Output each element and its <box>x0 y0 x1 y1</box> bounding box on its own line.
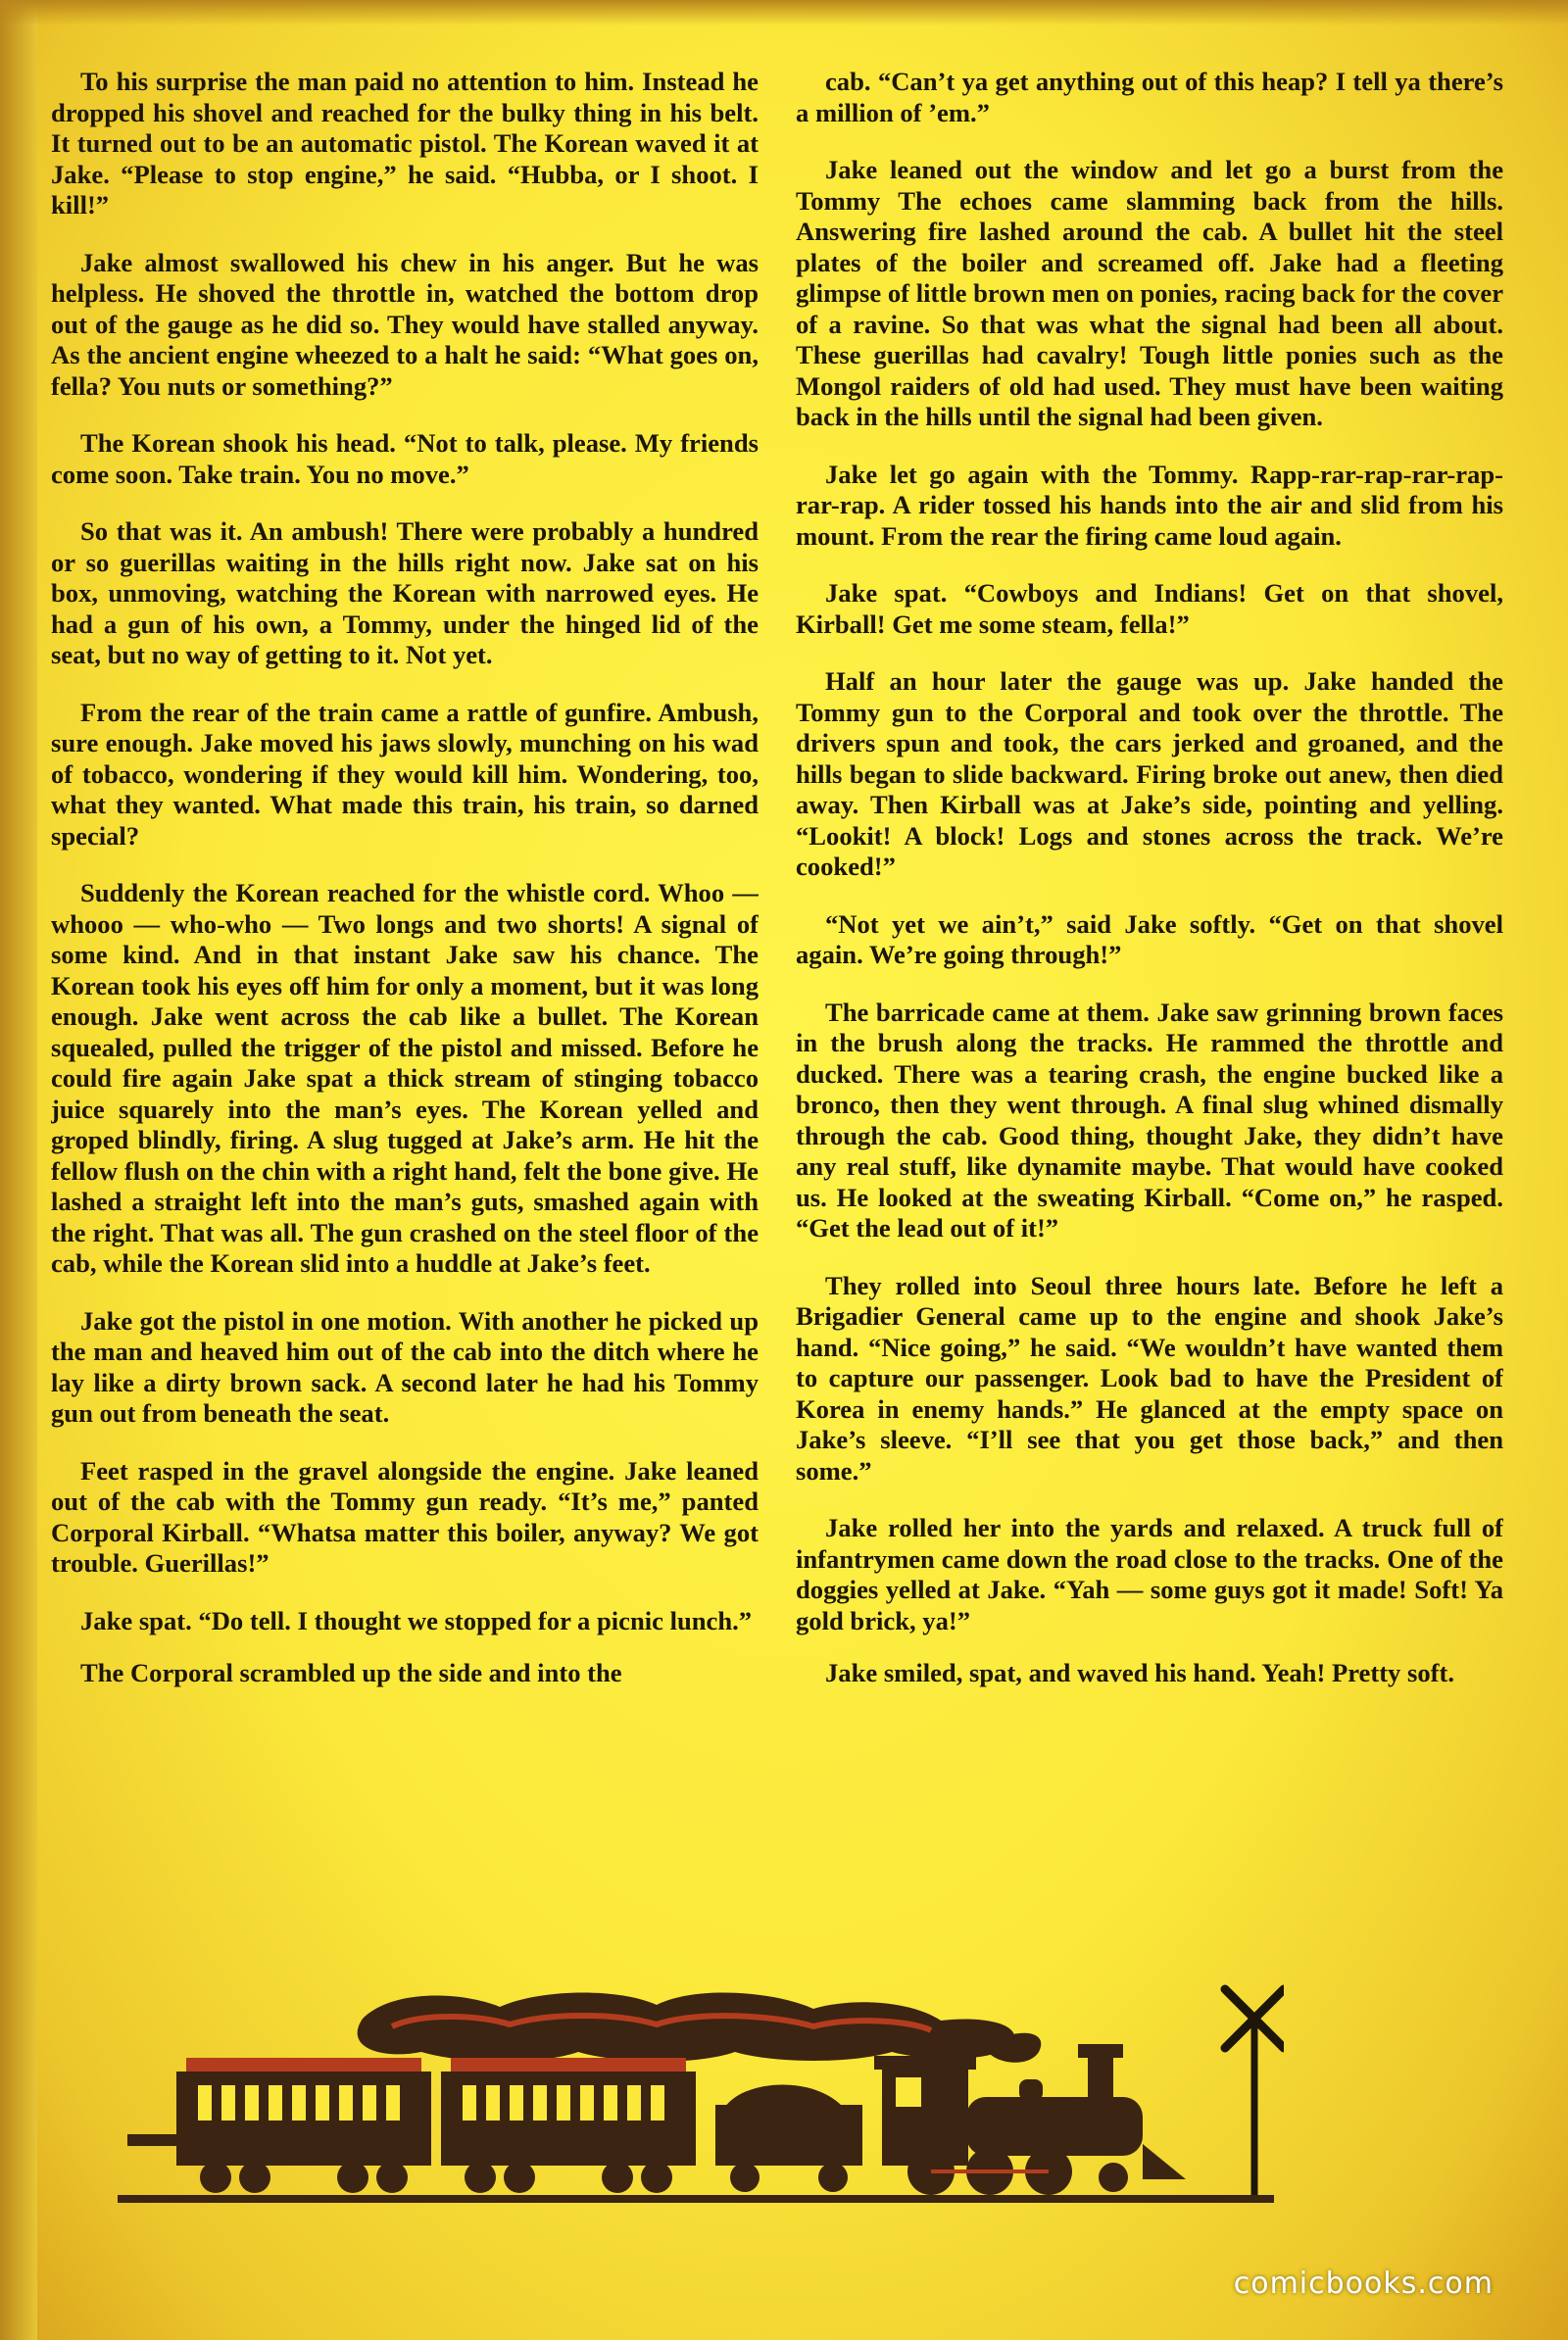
paragraph: From the rear of the train came a rattle of gunfire. Ambush, sure enough. Jake moved his jaws slowly, munching on his wad of tobacco, wondering if they would kill him. Wondering, too, what they wanted. What made this train, his train, so darned special? <box>51 697 759 851</box>
paragraph: To his surprise the man paid no attention to him. Instead he dropped his shovel and reached for the bulky thing in his belt. It turned out to be an automatic pistol. The Korean waved it at Jake. “Please to stop engine,” he said. “Hubba, or I shoot. I kill!” <box>51 67 759 219</box>
paragraph: Jake let go again with the Tommy. Rapp-rar-rap-rar-rap-rar-rap. A rider tossed his hands into the air and slid from his mount. From the rear the firing came loud again. <box>796 459 1503 551</box>
page-top-shadow <box>0 0 1568 25</box>
paragraph: They rolled into Seoul three hours late. Before he left a Brigadier General came up to the engine and shook Jake’s hand. “Nice going,” he said. “We wouldn’t have wanted them to capture our passenger. Look bad to have the President of Korea in enemy hands.” He glanced at the empty space on Jake’s sleeve. “I’ll see that you get those back,” and then some.” <box>796 1270 1503 1486</box>
paragraph: So that was it. An ambush! There were probably a hundred or so guerillas waiting in the hills right now. Jake sat on his box, unmoving, watching the Korean with narrowed eyes. He had a gun of his own, a Tommy, under the hinged lid of the seat, but no way of getting to it. Not yet. <box>51 516 759 669</box>
story-column-left <box>51 67 759 2007</box>
paragraph: The Korean shook his head. “Not to talk, please. My friends come soon. Take train. You no move.” <box>51 428 759 489</box>
paragraph: Jake got the pistol in one motion. With another he picked up the man and heaved him out of the cab into the ditch where he lay like a dirty brown sack. A second later he had his Tommy gun out from beneath the seat. <box>51 1305 759 1428</box>
paragraph: Feet rasped in the gravel alongside the engine. Jake leaned out of the cab with the Tommy gun ready. “It’s me,” panted Corporal Kirball. “Whatsa matter this boiler, anyway? We got trouble. Guerillas!” <box>51 1455 759 1578</box>
paragraph: Jake spat. “Do tell. I thought we stopped for a picnic lunch.” <box>80 1605 753 1635</box>
paragraph: Jake almost swallowed his chew in his anger. But he was helpless. He shoved the throttle in, watched the bottom drop out of the gauge as he did so. They would have stalled anyway. As the ancient engine wheezed to a halt he said: “What goes on, fella? You nuts or something?” <box>51 247 759 401</box>
paragraph: Half an hour later the gauge was up. Jake handed the Tommy gun to the Corporal and took over the throttle. The drivers spun and took, the cars jerked and groaned, and the hills began to slide backward. Firing broke out anew, then died away. Then Kirball was at Jake’s side, pointing and yelling. “Lookit! A block! Logs and stones across the track. We’re cooked!” <box>796 666 1503 881</box>
passenger-car <box>441 2058 696 2193</box>
steam-locomotive <box>874 2044 1186 2195</box>
story-column-right <box>796 67 1503 2007</box>
passenger-car <box>127 2058 431 2193</box>
paragraph: “Not yet we ain’t,” said Jake softly. “Get on that shovel again. We’re going through!” <box>796 908 1503 969</box>
paragraph: Jake leaned out the window and let go a burst from the Tommy The echoes came slamming back from the hills. Answering fire lashed around the cab. A bullet hit the steel plates of the boiler and screamed off. Jake had a fleeting glimpse of little brown men on ponies, racing back for the cover of a ravine. So that was what the signal had been all about. These guerillas had cavalry! Tough little ponies such as the Mongol raiders of old had used. They must have been waiting back in the hills until the signal had been given. <box>796 155 1503 431</box>
coal-tender <box>715 2084 862 2192</box>
paragraph: Jake rolled her into the yards and relaxed. A truck full of infantrymen came down the road close to the tracks. One of the doggies yelled at Jake. “Yah — some guys got it made! Soft! Ya gold brick, ya!” <box>796 1513 1503 1635</box>
paragraph: Jake spat. “Cowboys and Indians! Get on that shovel, Kirball! Get me some steam, fella!” <box>796 578 1503 639</box>
paragraph: Suddenly the Korean reached for the whistle cord. Whoo — whooo — who-who — Two longs and two shorts! A signal of some kind. And in that instant Jake saw his chance. The Korean took his eyes off him for only a moment, but it was long enough. Jake went across the cab like a bullet. The Korean squealed, pulled the trigger of the pistol and missed. Before he could fire again Jake spat a thick stream of stinging tobacco juice squarely into the man’s eyes. The Korean yelled and groped blindly, firing. A slug tugged at Jake’s arm. He hit the fellow flush on the chin with a right hand, felt the bone give. He lashed a straight left into the man’s guts, smashed again with the right. That was all. The gun crashed on the steel floor of the cab, while the Korean slid into a huddle at Jake’s feet. <box>51 878 759 1278</box>
page-edge-shadow <box>0 0 37 2340</box>
steam-train-with-crossing-sign-icon <box>69 1970 1284 2215</box>
paragraph: Jake smiled, spat, and waved his hand. Yeah! Pretty soft. <box>825 1658 1455 1687</box>
watermark-text: comicbooks.com <box>1233 2267 1494 2301</box>
paragraph: The barricade came at them. Jake saw grinning brown faces in the brush along the tracks. He rammed the throttle and ducked. There was a tearing crash, the engine bucked like a bronco, then they went through. A final slug whined dismally through the cab. Good thing, thought Jake, they didn’t have any real stuff, like dynamite maybe. That would have cooked us. He looked at the sweating Kirball. “Come on,” he rasped. “Get the lead out of it!” <box>796 997 1503 1243</box>
paragraph: The Corporal scrambled up the side and into the <box>80 1658 622 1687</box>
paragraph: cab. “Can’t ya get anything out of this heap? I tell ya there’s a million of ’em.” <box>796 67 1503 127</box>
railroad-crossing-sign <box>1225 1989 1284 2197</box>
